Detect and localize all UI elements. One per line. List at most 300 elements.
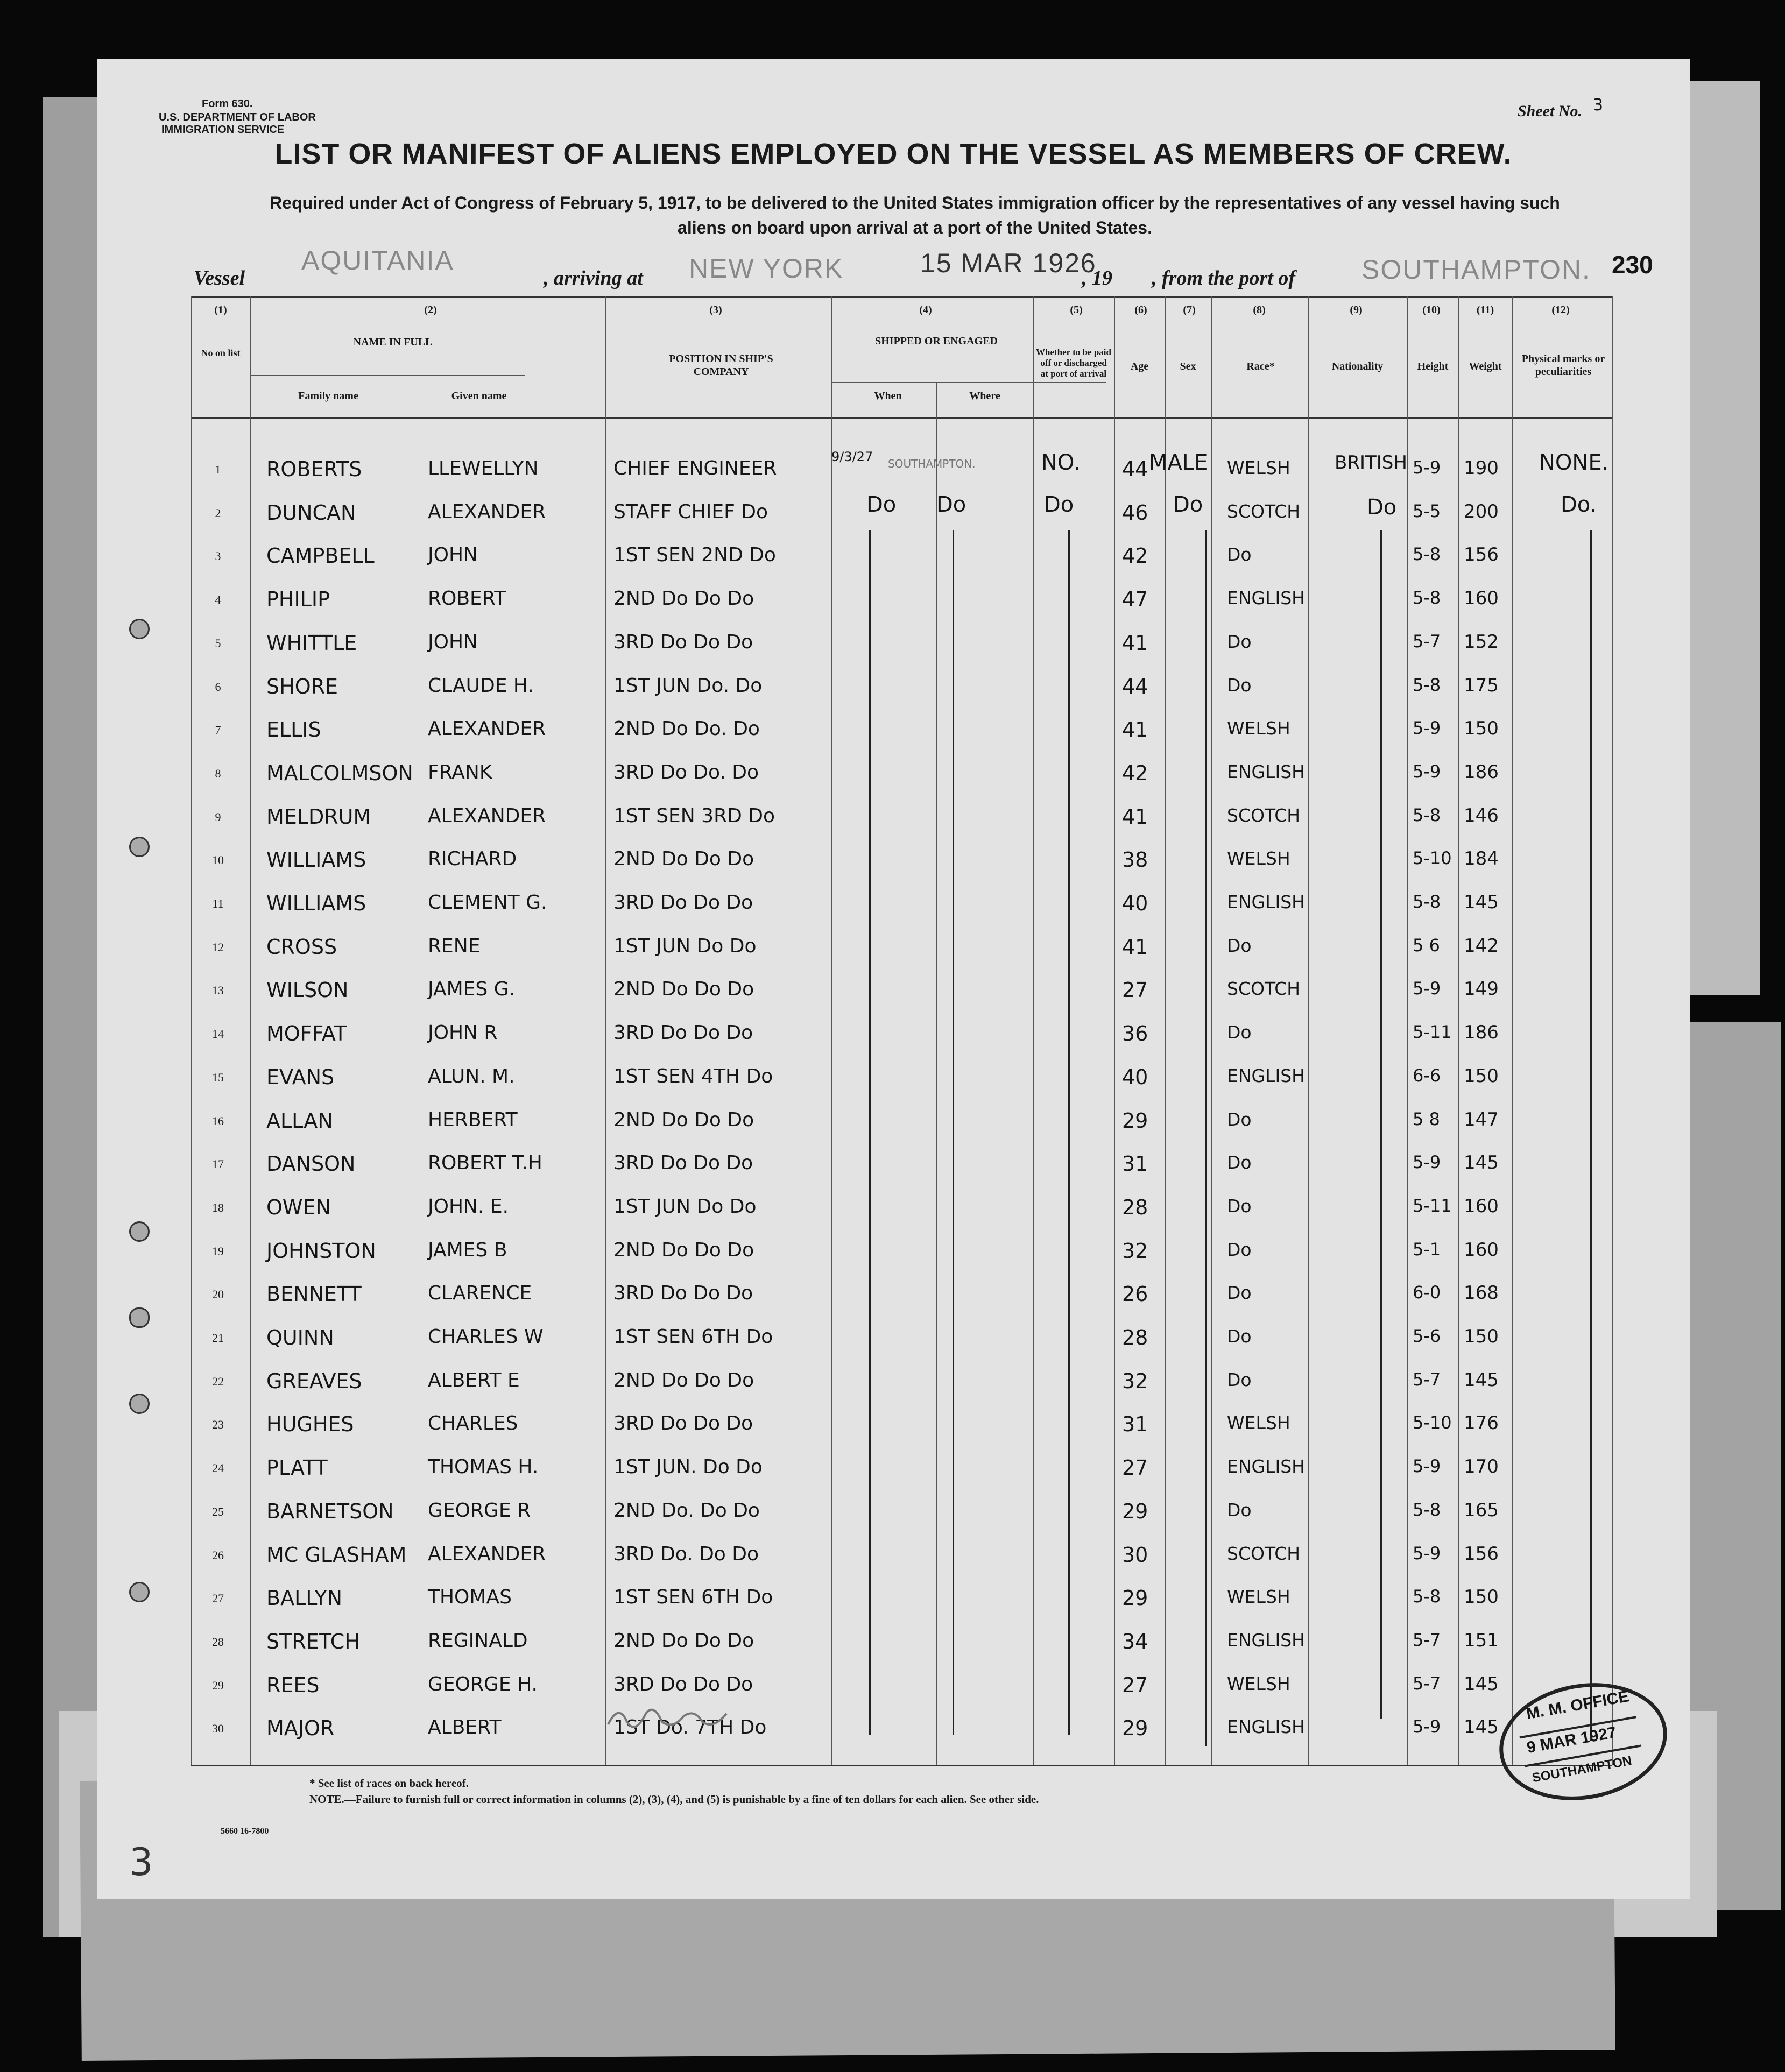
from-port-label: , from the port of xyxy=(1152,267,1296,289)
row-5-family: WHITTLE xyxy=(266,631,357,655)
footnote-penalty: NOTE.—Failure to furnish full or correct information in columns (2), (3), (4), and (5) is punishable by a fine of ten dollars for each alien. See other side. xyxy=(309,1793,1039,1806)
row-25-age: 29 xyxy=(1122,1500,1148,1523)
row-16-height: 5 8 xyxy=(1413,1109,1440,1129)
row-14-age: 36 xyxy=(1122,1022,1148,1045)
stamp-bottom-text: SOUTHAMPTON xyxy=(1531,1753,1633,1786)
row-16-age: 29 xyxy=(1122,1109,1148,1133)
row-2-age: 46 xyxy=(1122,501,1148,525)
departure-port: SOUTHAMPTON. xyxy=(1361,254,1591,285)
row-21-family: QUINN xyxy=(266,1326,334,1349)
row-1-race: WELSH xyxy=(1227,457,1290,478)
row-2-when: Do xyxy=(866,492,897,517)
row-30-no: 30 xyxy=(212,1722,224,1735)
row-3-height: 5-8 xyxy=(1413,544,1441,564)
inspector-signature xyxy=(603,1698,732,1741)
row-2-paid-off: Do xyxy=(1044,492,1074,517)
row-22-weight: 145 xyxy=(1464,1369,1499,1391)
ditto-line-nationality xyxy=(1380,530,1382,1719)
row-6-family: SHORE xyxy=(266,675,338,698)
row-4-no: 4 xyxy=(215,593,221,606)
row-30-weight: 145 xyxy=(1464,1716,1499,1738)
row-1-paid-off: NO. xyxy=(1041,450,1081,475)
row-10-height: 5-10 xyxy=(1413,848,1452,868)
row-22-given: ALBERT E xyxy=(428,1369,520,1391)
row-8-position: 3RD Do Do. Do xyxy=(613,761,759,783)
row-1-given: LLEWELLYN xyxy=(428,457,539,479)
row-1-age: 44 xyxy=(1122,457,1148,481)
row-27-position: 1ST SEN 6TH Do xyxy=(613,1586,773,1608)
row-7-given: ALEXANDER xyxy=(428,718,546,740)
row-21-race: Do xyxy=(1227,1326,1252,1347)
header-given-name: Given name xyxy=(451,390,507,402)
row-11-race: ENGLISH xyxy=(1227,892,1305,913)
header-position: POSITION IN SHIP'S COMPANY xyxy=(669,353,773,378)
row-13-no: 13 xyxy=(212,984,224,997)
row-9-height: 5-8 xyxy=(1413,805,1441,825)
row-1-marks: NONE. xyxy=(1539,450,1609,475)
row-29-given: GEORGE H. xyxy=(428,1673,538,1695)
row-28-position: 2ND Do Do Do xyxy=(613,1630,754,1652)
row-29-no: 29 xyxy=(212,1679,224,1692)
row-2-position: STAFF CHIEF Do xyxy=(613,501,768,523)
col-num-4: (4) xyxy=(919,304,932,316)
row-23-weight: 176 xyxy=(1464,1412,1499,1434)
row-5-height: 5-7 xyxy=(1413,631,1441,652)
row-28-no: 28 xyxy=(212,1635,224,1649)
row-1-where: SOUTHAMPTON. xyxy=(888,457,976,470)
row-26-age: 30 xyxy=(1122,1543,1148,1567)
row-20-position: 3RD Do Do Do xyxy=(613,1282,753,1304)
row-18-position: 1ST JUN Do Do xyxy=(613,1196,757,1218)
header-when: When xyxy=(874,390,902,402)
row-12-position: 1ST JUN Do Do xyxy=(613,935,757,957)
row-5-given: JOHN xyxy=(428,631,478,653)
row-7-age: 41 xyxy=(1122,718,1148,741)
col-num-10: (10) xyxy=(1422,304,1441,316)
row-17-age: 31 xyxy=(1122,1152,1148,1176)
row-2-family: DUNCAN xyxy=(266,501,356,525)
col-divider-2 xyxy=(605,296,606,1765)
row-15-position: 1ST SEN 4TH Do xyxy=(613,1065,773,1087)
binder-hole-5 xyxy=(129,1394,150,1414)
row-4-given: ROBERT xyxy=(428,588,506,610)
row-9-given: ALEXANDER xyxy=(428,805,546,827)
row-2-marks: Do. xyxy=(1561,492,1597,517)
row-13-age: 27 xyxy=(1122,978,1148,1002)
row-28-age: 34 xyxy=(1122,1630,1148,1653)
row-25-race: Do xyxy=(1227,1500,1252,1521)
row-20-given: CLARENCE xyxy=(428,1282,532,1304)
name-subheader-rule xyxy=(250,375,525,376)
ditto-line-sex xyxy=(1205,530,1207,1746)
col-divider-6 xyxy=(1165,296,1166,1765)
row-17-family: DANSON xyxy=(266,1152,356,1176)
binder-hole-4 xyxy=(129,1307,150,1328)
row-18-no: 18 xyxy=(212,1201,224,1214)
row-15-given: ALUN. M. xyxy=(428,1065,515,1087)
row-1-no: 1 xyxy=(215,463,221,476)
shipped-subheader-rule xyxy=(831,382,1106,383)
row-24-weight: 170 xyxy=(1464,1456,1499,1477)
manifest-title: LIST OR MANIFEST OF ALIENS EMPLOYED ON THE VESSEL AS MEMBERS OF CREW. xyxy=(274,138,1512,170)
row-14-position: 3RD Do Do Do xyxy=(613,1022,753,1044)
row-30-age: 29 xyxy=(1122,1716,1148,1740)
row-13-given: JAMES G. xyxy=(428,978,516,1000)
row-5-race: Do xyxy=(1227,631,1252,652)
row-27-no: 27 xyxy=(212,1592,224,1605)
row-28-height: 5-7 xyxy=(1413,1630,1441,1650)
row-9-no: 9 xyxy=(215,810,221,824)
row-22-height: 5-7 xyxy=(1413,1369,1441,1390)
col-divider-3 xyxy=(831,296,832,1765)
row-11-given: CLEMENT G. xyxy=(428,892,547,914)
manifest-number: 230 xyxy=(1612,251,1653,279)
row-30-height: 5-9 xyxy=(1413,1716,1441,1737)
row-25-given: GEORGE R xyxy=(428,1500,531,1522)
row-1-position: CHIEF ENGINEER xyxy=(613,457,777,479)
row-13-weight: 149 xyxy=(1464,978,1499,1000)
row-24-position: 1ST JUN. Do Do xyxy=(613,1456,763,1478)
row-5-age: 41 xyxy=(1122,631,1148,655)
row-7-no: 7 xyxy=(215,723,221,737)
row-9-race: SCOTCH xyxy=(1227,805,1301,826)
header-shipped-engaged: SHIPPED OR ENGAGED xyxy=(875,335,998,347)
row-23-family: HUGHES xyxy=(266,1412,354,1436)
row-21-weight: 150 xyxy=(1464,1326,1499,1347)
row-25-weight: 165 xyxy=(1464,1500,1499,1521)
row-6-given: CLAUDE H. xyxy=(428,675,534,697)
col-divider-1 xyxy=(250,296,251,1765)
row-26-given: ALEXANDER xyxy=(428,1543,546,1565)
row-7-position: 2ND Do Do. Do xyxy=(613,718,760,740)
row-22-family: GREAVES xyxy=(266,1369,362,1393)
manifest-subtitle-2: aliens on board upon arrival at a port of the United States. xyxy=(678,218,1152,237)
row-29-position: 3RD Do Do Do xyxy=(613,1673,753,1695)
row-10-no: 10 xyxy=(212,853,224,867)
header-sex: Sex xyxy=(1180,360,1196,372)
row-20-family: BENNETT xyxy=(266,1282,362,1306)
col-divider-8 xyxy=(1308,296,1309,1765)
row-26-no: 26 xyxy=(212,1548,224,1562)
row-1-height: 5-9 xyxy=(1413,457,1441,478)
row-12-race: Do xyxy=(1227,935,1252,956)
row-4-age: 47 xyxy=(1122,588,1148,611)
row-23-position: 3RD Do Do Do xyxy=(613,1412,753,1434)
row-15-age: 40 xyxy=(1122,1065,1148,1089)
col-divider-11 xyxy=(1512,296,1513,1765)
row-2-no: 2 xyxy=(215,506,221,520)
row-19-race: Do xyxy=(1227,1239,1252,1260)
binder-hole-3 xyxy=(129,1221,150,1242)
col-num-3: (3) xyxy=(709,304,722,316)
row-20-age: 26 xyxy=(1122,1282,1148,1306)
row-14-no: 14 xyxy=(212,1027,224,1041)
table-bottom-rule xyxy=(191,1765,1612,1766)
col-divider-4 xyxy=(1033,296,1034,1765)
row-2-given: ALEXANDER xyxy=(428,501,546,523)
header-bottom-rule xyxy=(191,417,1612,419)
row-19-weight: 160 xyxy=(1464,1239,1499,1261)
row-19-height: 5-1 xyxy=(1413,1239,1441,1260)
row-4-family: PHILIP xyxy=(266,588,330,611)
row-24-age: 27 xyxy=(1122,1456,1148,1480)
row-5-no: 5 xyxy=(215,637,221,650)
binder-hole-6 xyxy=(129,1582,150,1602)
row-1-family: ROBERTS xyxy=(266,457,362,481)
row-2-sex: Do xyxy=(1173,492,1203,517)
row-22-no: 22 xyxy=(212,1375,224,1388)
row-8-weight: 186 xyxy=(1464,761,1499,783)
arrival-date: 15 MAR 1926 xyxy=(920,248,1097,278)
row-24-given: THOMAS H. xyxy=(428,1456,539,1478)
row-7-family: ELLIS xyxy=(266,718,321,741)
row-15-race: ENGLISH xyxy=(1227,1065,1305,1086)
row-4-race: ENGLISH xyxy=(1227,588,1305,609)
row-9-position: 1ST SEN 3RD Do xyxy=(613,805,775,827)
row-23-given: CHARLES xyxy=(428,1412,518,1434)
row-25-no: 25 xyxy=(212,1505,224,1518)
row-10-age: 38 xyxy=(1122,848,1148,872)
row-21-given: CHARLES W xyxy=(428,1326,544,1348)
row-19-age: 32 xyxy=(1122,1239,1148,1263)
row-27-height: 5-8 xyxy=(1413,1586,1441,1607)
row-28-weight: 151 xyxy=(1464,1630,1499,1651)
col-divider-5 xyxy=(1114,296,1115,1765)
row-11-age: 40 xyxy=(1122,892,1148,915)
header-nationality: Nationality xyxy=(1331,360,1384,372)
row-6-no: 6 xyxy=(215,680,221,694)
header-race: Race* xyxy=(1246,360,1275,372)
row-10-given: RICHARD xyxy=(428,848,517,870)
department: U.S. DEPARTMENT OF LABOR xyxy=(159,111,316,123)
row-4-height: 5-8 xyxy=(1413,588,1441,608)
row-11-position: 3RD Do Do Do xyxy=(613,892,753,914)
sheet-number: 3 xyxy=(1593,96,1604,115)
row-14-given: JOHN R xyxy=(428,1022,498,1044)
row-25-family: BARNETSON xyxy=(266,1500,394,1523)
row-24-height: 5-9 xyxy=(1413,1456,1441,1476)
col-num-5: (5) xyxy=(1070,304,1083,316)
row-10-race: WELSH xyxy=(1227,848,1290,869)
row-9-family: MELDRUM xyxy=(266,805,371,829)
row-26-race: SCOTCH xyxy=(1227,1543,1301,1564)
row-28-race: ENGLISH xyxy=(1227,1630,1305,1651)
row-19-family: JOHNSTON xyxy=(266,1239,376,1263)
row-3-race: Do xyxy=(1227,544,1252,565)
row-26-height: 5-9 xyxy=(1413,1543,1441,1564)
row-17-weight: 145 xyxy=(1464,1152,1499,1173)
row-18-weight: 160 xyxy=(1464,1196,1499,1217)
row-18-height: 5-11 xyxy=(1413,1196,1452,1216)
row-30-race: ENGLISH xyxy=(1227,1716,1305,1737)
row-8-height: 5-9 xyxy=(1413,761,1441,782)
row-5-weight: 152 xyxy=(1464,631,1499,653)
col-num-12: (12) xyxy=(1551,304,1570,316)
manifest-sheet xyxy=(97,59,1690,1899)
row-15-height: 6-6 xyxy=(1413,1065,1441,1086)
col-num-2: (2) xyxy=(424,304,437,316)
row-3-weight: 156 xyxy=(1464,544,1499,565)
header-age: Age xyxy=(1130,360,1149,372)
header-marks: Physical marks or peculiarities xyxy=(1521,353,1605,378)
row-26-family: MC GLASHAM xyxy=(266,1543,407,1567)
row-9-age: 41 xyxy=(1122,805,1148,829)
row-9-weight: 146 xyxy=(1464,805,1499,826)
row-12-age: 41 xyxy=(1122,935,1148,959)
header-where: Where xyxy=(969,390,1000,402)
row-2-nationality: Do xyxy=(1367,495,1397,520)
row-10-position: 2ND Do Do Do xyxy=(613,848,754,870)
row-17-height: 5-9 xyxy=(1413,1152,1441,1172)
ditto-line-paid xyxy=(1068,530,1070,1735)
row-3-no: 3 xyxy=(215,549,221,563)
row-18-family: OWEN xyxy=(266,1196,331,1219)
row-1-nationality: BRITISH xyxy=(1335,452,1407,473)
col-num-8: (8) xyxy=(1253,304,1266,316)
mm-office-stamp xyxy=(1490,1670,1676,1813)
ditto-line-when xyxy=(869,530,871,1735)
row-16-given: HERBERT xyxy=(428,1109,518,1131)
row-15-weight: 150 xyxy=(1464,1065,1499,1087)
row-20-height: 6-0 xyxy=(1413,1282,1441,1303)
row-20-no: 20 xyxy=(212,1288,224,1301)
row-17-given: ROBERT T.H xyxy=(428,1152,542,1174)
print-code: 5660 16-7800 xyxy=(221,1827,269,1836)
vessel-name: AQUITANIA xyxy=(301,245,454,275)
row-30-family: MAJOR xyxy=(266,1716,335,1740)
ditto-line-marks xyxy=(1590,530,1592,1741)
row-13-family: WILSON xyxy=(266,978,349,1002)
row-22-position: 2ND Do Do Do xyxy=(613,1369,754,1391)
row-18-given: JOHN. E. xyxy=(428,1196,509,1218)
row-18-age: 28 xyxy=(1122,1196,1148,1219)
row-30-given: ALBERT xyxy=(428,1716,502,1738)
row-14-family: MOFFAT xyxy=(266,1022,347,1045)
row-10-family: WILLIAMS xyxy=(266,848,366,872)
row-1-weight: 190 xyxy=(1464,457,1499,479)
vessel-label: Vessel xyxy=(194,267,245,289)
row-23-age: 31 xyxy=(1122,1412,1148,1436)
row-8-race: ENGLISH xyxy=(1227,761,1305,782)
row-14-race: Do xyxy=(1227,1022,1252,1043)
row-28-family: STRETCH xyxy=(266,1630,360,1653)
service: IMMIGRATION SERVICE xyxy=(161,124,285,136)
row-28-given: REGINALD xyxy=(428,1630,528,1652)
row-27-age: 29 xyxy=(1122,1586,1148,1610)
header-weight: Weight xyxy=(1469,360,1502,372)
row-19-given: JAMES B xyxy=(428,1239,507,1261)
row-15-family: EVANS xyxy=(266,1065,335,1089)
row-19-position: 2ND Do Do Do xyxy=(613,1239,754,1261)
col-divider-0 xyxy=(191,296,192,1765)
row-29-family: REES xyxy=(266,1673,320,1697)
row-17-position: 3RD Do Do Do xyxy=(613,1152,753,1174)
row-1-when: 9/3/27 xyxy=(831,449,873,464)
row-13-position: 2ND Do Do Do xyxy=(613,978,754,1000)
row-27-given: THOMAS xyxy=(428,1586,512,1608)
row-7-race: WELSH xyxy=(1227,718,1290,739)
col-num-11: (11) xyxy=(1476,304,1494,316)
row-16-no: 16 xyxy=(212,1114,224,1128)
row-16-family: ALLAN xyxy=(266,1109,333,1133)
col-num-7: (7) xyxy=(1183,304,1196,316)
row-29-race: WELSH xyxy=(1227,1673,1290,1694)
col-divider-9 xyxy=(1407,296,1408,1765)
row-30-position: 1ST Do. 7TH Do xyxy=(613,1716,767,1738)
row-12-family: CROSS xyxy=(266,935,337,959)
row-4-position: 2ND Do Do Do xyxy=(613,588,754,610)
row-16-position: 2ND Do Do Do xyxy=(613,1109,754,1131)
header-height: Height xyxy=(1417,360,1449,372)
header-top-rule xyxy=(191,296,1612,298)
row-8-age: 42 xyxy=(1122,761,1148,785)
row-11-family: WILLIAMS xyxy=(266,892,366,915)
row-25-position: 2ND Do. Do Do xyxy=(613,1500,760,1522)
row-11-weight: 145 xyxy=(1464,892,1499,913)
row-8-given: FRANK xyxy=(428,761,492,783)
row-24-no: 24 xyxy=(212,1461,224,1475)
row-8-family: MALCOLMSON xyxy=(266,761,413,785)
row-11-no: 11 xyxy=(212,897,224,910)
row-22-age: 32 xyxy=(1122,1369,1148,1393)
ditto-line-where xyxy=(953,530,954,1735)
row-2-height: 5-5 xyxy=(1413,501,1441,521)
year-label: , 19 xyxy=(1082,267,1112,289)
row-3-given: JOHN xyxy=(428,544,478,566)
form-number: Form 630. xyxy=(202,98,253,110)
footnote-races: * See list of races on back hereof. xyxy=(309,1777,469,1790)
row-2-race: SCOTCH xyxy=(1227,501,1301,522)
manifest-subtitle-1: Required under Act of Congress of February 5, 1917, to be delivered to the United States immigration officer by the representatives of any vessel having such xyxy=(270,193,1560,213)
row-3-family: CAMPBELL xyxy=(266,544,375,568)
header-family-name: Family name xyxy=(298,390,358,402)
row-19-no: 19 xyxy=(212,1244,224,1258)
row-27-weight: 150 xyxy=(1464,1586,1499,1608)
row-17-race: Do xyxy=(1227,1152,1252,1173)
row-27-family: BALLYN xyxy=(266,1586,342,1610)
row-18-race: Do xyxy=(1227,1196,1252,1217)
header-no-on-list: No on list xyxy=(201,348,241,358)
row-12-no: 12 xyxy=(212,940,224,954)
stamp-top-text: M. M. OFFICE xyxy=(1525,1687,1631,1723)
header-paid-off: Whether to be paid off or discharged at port of arrival xyxy=(1036,347,1111,379)
row-21-no: 21 xyxy=(212,1331,224,1345)
row-12-given: RENE xyxy=(428,935,481,957)
row-14-height: 5-11 xyxy=(1413,1022,1452,1042)
row-26-position: 3RD Do. Do Do xyxy=(613,1543,759,1565)
row-13-height: 5-9 xyxy=(1413,978,1441,999)
row-3-age: 42 xyxy=(1122,544,1148,568)
row-6-age: 44 xyxy=(1122,675,1148,698)
row-21-position: 1ST SEN 6TH Do xyxy=(613,1326,773,1348)
row-7-weight: 150 xyxy=(1464,718,1499,739)
row-23-height: 5-10 xyxy=(1413,1412,1452,1433)
row-25-height: 5-8 xyxy=(1413,1500,1441,1520)
row-16-weight: 147 xyxy=(1464,1109,1499,1130)
row-20-weight: 168 xyxy=(1464,1282,1499,1304)
row-22-race: Do xyxy=(1227,1369,1252,1390)
row-6-weight: 175 xyxy=(1464,675,1499,696)
row-4-weight: 160 xyxy=(1464,588,1499,609)
row-24-race: ENGLISH xyxy=(1227,1456,1305,1477)
row-1-sex: MALE xyxy=(1149,450,1208,475)
row-27-race: WELSH xyxy=(1227,1586,1290,1607)
row-6-position: 1ST JUN Do. Do xyxy=(613,675,763,697)
row-29-height: 5-7 xyxy=(1413,1673,1441,1694)
row-13-race: SCOTCH xyxy=(1227,978,1301,999)
col-num-6: (6) xyxy=(1134,304,1147,316)
col-divider-7 xyxy=(1211,296,1212,1765)
